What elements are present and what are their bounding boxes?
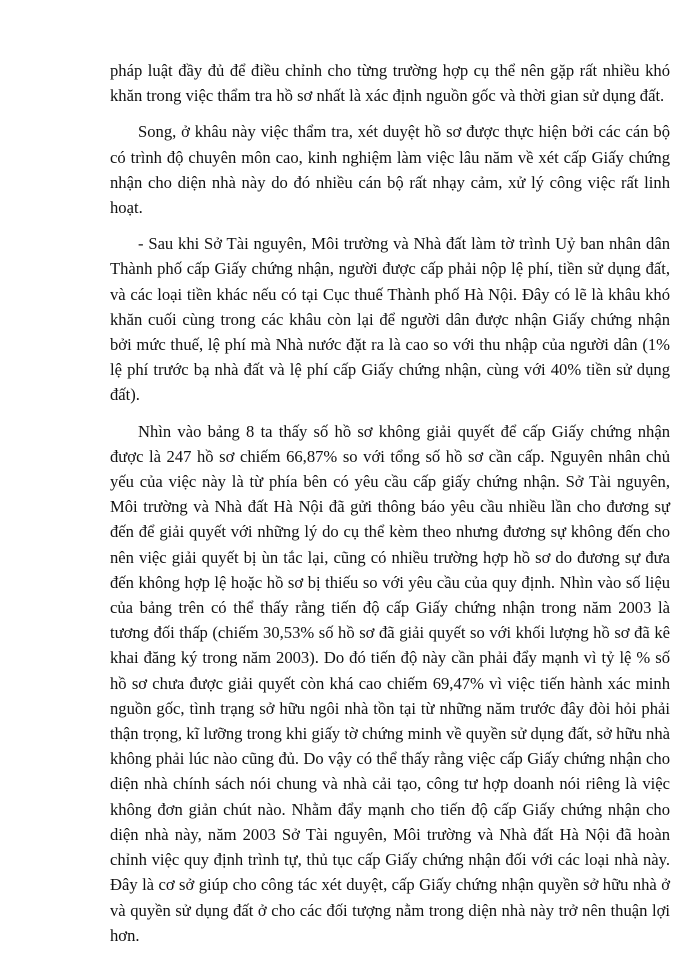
document-page xyxy=(110,58,670,959)
paragraph-fees: - Sau khi Sở Tài nguyên, Môi trường và Nhà đất làm tờ trình Uỷ ban nhân dân Thành phố cấp Giấy chứng nhận, người được cấp phải nộp lệ phí, tiền sử dụng đất, và các loại tiền khác nếu có tại Cục thuế Thành phố Hà Nội. Đây có lẽ là khâu khó khăn cuối cùng trong các khâu còn lại để người dân được nhận Giấy chứng nhận bởi mức thuế, lệ phí mà Nhà nước đặt ra là cao so với thu nhập của người dân (1% lệ phí trước bạ nhà đất và lệ phí cấp Giấy chứng nhận, cùng với 40% tiền sử dụng đất). xyxy=(110,234,670,405)
paragraph-table-analysis: Nhìn vào bảng 8 ta thấy số hồ sơ không giải quyết để cấp Giấy chứng nhận được là 247 hồ sơ chiếm 66,87% so với tổng số hồ sơ cần cấp. Nguyên nhân chủ yếu của việc này là từ phía bên có yêu cầu cấp giấy chứng nhận. Sở Tài nguyên, Môi trường và Nhà đất Hà Nội đã gửi thông báo yêu cầu nhiều lần cho đương sự đến để giải quyết với những lý do cụ thể kèm theo nhưng đương sự không đến cho nên việc giải quyết bị ùn tắc lại, cũng có nhiều trường hợp hồ sơ do đương sự đưa đến không hợp lệ hoặc hồ sơ bị thiếu so với yêu cầu của quy định. Nhìn vào số liệu của bảng trên có thể thấy rằng tiến độ cấp Giấy chứng nhận trong năm 2003 là tương đối thấp (chiếm 30,53% số hồ sơ đã giải quyết so với khối lượng hồ sơ đã kê khai đăng ký trong năm 2003). Do đó tiến độ này cần phải đẩy mạnh vì tỷ lệ % số hồ sơ chưa được giải quyết còn khá cao chiếm 69,47% vì việc tiến hành xác minh nguồn gốc, tình trạng sở hữu ngôi nhà tồn tại từ những năm trước đây đòi hỏi phải thận trọng, kĩ lưỡng trong khi giấy tờ chứng minh về quyền sử dụng đất, sở hữu nhà không phải lúc nào cũng đủ. Do vậy có thể thấy rằng việc cấp Giấy chứng nhận cho diện nhà chính sách nói chung và nhà cải tạo, công tư hợp doanh nói riêng là việc không đơn giản chút nào. Nhằm đẩy mạnh cho tiến độ cấp Giấy chứng nhận cho diện nhà này, năm 2003 Sở Tài nguyên, Môi trường và Nhà đất Hà Nội đã hoàn chỉnh việc quy định trình tự, thủ tục cấp Giấy chứng nhận đối với các loại nhà này. Đây là cơ sở giúp cho công tác xét duyệt, cấp Giấy chứng nhận quyền sở hữu nhà ở và quyền sử dụng đất ở cho các đối tượng nằm trong diện nhà này trở nên thuận lợi hơn. xyxy=(110,421,670,945)
paragraph-continuation: pháp luật đầy đủ để điều chỉnh cho từng trường hợp cụ thể nên gặp rất nhiều khó khăn trong việc thẩm tra hồ sơ nhất là xác định nguồn gốc và thời gian sử dụng đất. xyxy=(110,61,670,106)
paragraph-review-process: Song, ở khâu này việc thẩm tra, xét duyệt hồ sơ được thực hiện bởi các cán bộ có trình độ chuyên môn cao, kinh nghiệm làm việc lâu năm về xét cấp Giấy chứng nhận cho diện nhà này do đó nhiều cán bộ rất nhạy cảm, xử lý công việc rất linh hoạt. xyxy=(110,122,670,218)
